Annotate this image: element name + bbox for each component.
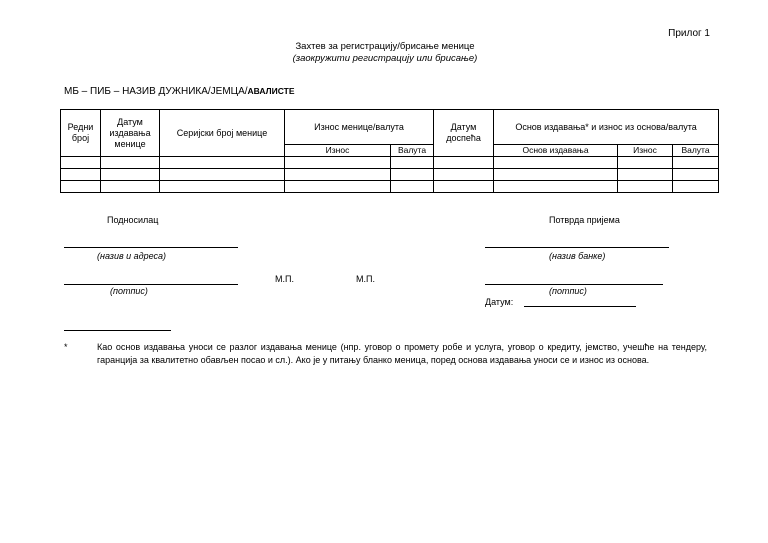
cell[interactable] xyxy=(673,157,719,169)
cell[interactable] xyxy=(434,181,494,193)
cell[interactable] xyxy=(101,157,160,169)
cell[interactable] xyxy=(618,157,673,169)
form-title: Захтев за регистрацију/брисање менице xyxy=(295,41,475,52)
form-subtitle: (заокружити регистрацију или брисање) xyxy=(292,53,478,64)
registration-table xyxy=(60,109,719,193)
cell[interactable] xyxy=(494,169,618,181)
subheader-basis-currency: Валута xyxy=(673,145,719,157)
cell[interactable] xyxy=(61,181,101,193)
header-issue-date: Датум издавања менице xyxy=(101,110,160,157)
debtor-label-text: МБ – ПИБ – НАЗИВ ДУЖНИКА/ЈЕМЦА/ xyxy=(64,86,248,97)
cell[interactable] xyxy=(434,157,494,169)
cell[interactable] xyxy=(434,169,494,181)
stamp-label-1: М.П. xyxy=(275,274,294,284)
cell[interactable] xyxy=(391,157,434,169)
cell[interactable] xyxy=(618,181,673,193)
signature-caption-left: (потпис) xyxy=(110,286,148,296)
header-serial: Серијски број менице xyxy=(160,110,285,157)
signature-line-right[interactable] xyxy=(485,284,663,285)
signature-caption-right: (потпис) xyxy=(549,286,587,296)
form-title-block xyxy=(230,41,540,65)
cell[interactable] xyxy=(391,181,434,193)
header-ordinal: Редни број xyxy=(61,110,101,157)
header-basis: Основ издавања* и износ из основа/валута xyxy=(494,110,719,145)
cell[interactable] xyxy=(160,169,285,181)
cell[interactable] xyxy=(285,181,391,193)
cell[interactable] xyxy=(673,181,719,193)
bank-name-caption: (назив банке) xyxy=(549,251,606,261)
header-amount-currency: Износ менице/валута xyxy=(285,110,434,145)
footnote-text: Као основ издавања уноси се разлог издавања менице (нпр. уговор о промету робе и услуга, уговор о кредиту, јемство, учешће на тендеру, гаранција за квалитетно обављен посао и сл.). Ако је у питању бланко меница, поред основа издавања уноси се и износ из основа. xyxy=(97,342,707,365)
cell[interactable] xyxy=(285,169,391,181)
subheader-basis: Основ издавања xyxy=(494,145,618,157)
cell[interactable] xyxy=(673,169,719,181)
bank-name-line[interactable] xyxy=(485,247,669,248)
debtor-label xyxy=(64,86,295,97)
submitter-label: Подносилац xyxy=(107,215,159,225)
footnote-mark: * xyxy=(64,342,68,352)
debtor-label-bold: АВАЛИСТЕ xyxy=(247,86,295,96)
date-label: Датум: xyxy=(485,297,514,307)
cell[interactable] xyxy=(391,169,434,181)
footnote-separator xyxy=(64,330,171,331)
cell[interactable] xyxy=(494,157,618,169)
date-line[interactable] xyxy=(524,306,636,307)
subheader-amount: Износ xyxy=(285,145,391,157)
receipt-label: Потврда пријема xyxy=(549,215,620,225)
name-address-caption: (назив и адреса) xyxy=(97,251,167,261)
attachment-label: Прилог 1 xyxy=(668,28,710,39)
signature-line-left[interactable] xyxy=(64,284,238,285)
name-address-line[interactable] xyxy=(64,247,238,248)
table-row xyxy=(61,157,719,169)
subheader-currency: Валута xyxy=(391,145,434,157)
table-row xyxy=(61,169,719,181)
cell[interactable] xyxy=(101,181,160,193)
cell[interactable] xyxy=(101,169,160,181)
subheader-basis-amount: Износ xyxy=(618,145,673,157)
cell[interactable] xyxy=(494,181,618,193)
cell[interactable] xyxy=(618,169,673,181)
cell[interactable] xyxy=(61,169,101,181)
stamp-label-2: М.П. xyxy=(356,274,375,284)
cell[interactable] xyxy=(160,181,285,193)
cell[interactable] xyxy=(160,157,285,169)
cell[interactable] xyxy=(61,157,101,169)
cell[interactable] xyxy=(285,157,391,169)
header-due-date: Датум доспећа xyxy=(434,110,494,157)
table-row xyxy=(61,181,719,193)
